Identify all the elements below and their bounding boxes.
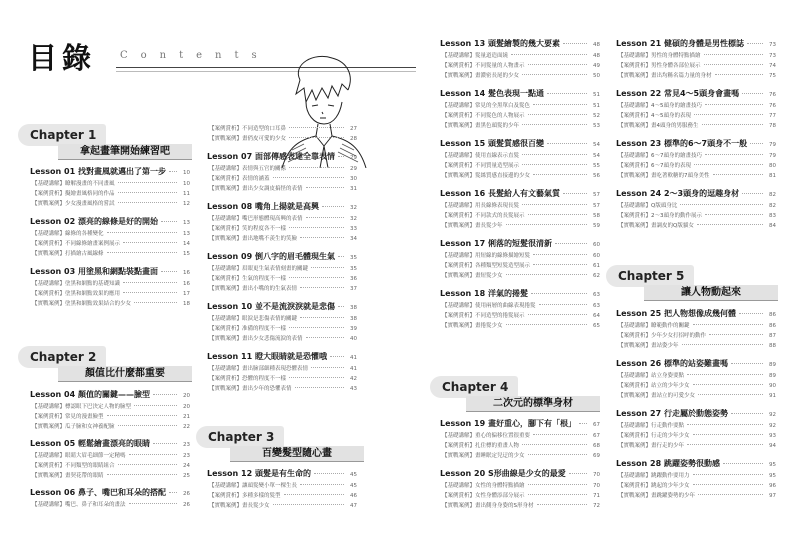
toc-column-3 — [440, 38, 600, 331]
sub-entry[interactable]: 【基礎講解】站立身姿要點 89 — [618, 373, 776, 379]
sub-entry[interactable]: 【基礎講解】眼淚是悲傷表情的關鍵 38 — [209, 316, 357, 322]
lesson-title-row[interactable]: Lesson 14 髮色表現一點通 51 — [440, 89, 600, 98]
chapter-4-heading — [430, 376, 600, 416]
sub-entry[interactable]: 【基礎講解】線條的各種變化 13 — [32, 231, 190, 237]
sub-entry[interactable]: 【實戰案例】畫吃著軟糖的7頭身美性 81 — [618, 173, 776, 179]
lesson-23 — [616, 138, 776, 181]
lesson-17 — [440, 238, 600, 281]
lesson-title-row[interactable]: Lesson 09 倒八字的眉毛體現生氣 35 — [207, 252, 357, 261]
sub-entry[interactable]: 【實戰案例】畫出少女悲傷流淚的表情 40 — [209, 336, 357, 342]
sub-entry[interactable]: 【實戰案例】畫出地嘴不羨生的笑臉 34 — [209, 236, 357, 242]
lesson-10 — [207, 301, 357, 344]
lesson-title-row[interactable]: Lesson 06 鼻子、嘴巴和耳朵的搭配 26 — [30, 488, 190, 497]
lesson-title-row[interactable]: Lesson 19 畫好重心，腳下有「根」 67 — [440, 419, 600, 428]
sub-entry[interactable]: 【基礎講解】女性的身體特點描繪 70 — [442, 483, 600, 489]
lesson-11 — [207, 351, 357, 394]
sub-entry[interactable]: 【基礎講解】畫出臉部細種表現恐懼表情 41 — [209, 366, 357, 372]
lesson-title-row[interactable]: Lesson 13 頭髮繪製的幾大要素 48 — [440, 39, 600, 48]
chapter-5-title: 讓人物動起來 — [644, 285, 778, 300]
sub-entry[interactable]: 【基礎講解】嘴巴、鼻子和耳朵的畫法 26 — [32, 502, 190, 508]
lesson-06 — [30, 487, 190, 510]
sub-entry[interactable]: 【案例賞析】站立的少年少女 90 — [618, 383, 776, 389]
sub-entry[interactable]: 【實戰案例】打描繪古風線條 15 — [32, 251, 190, 257]
sub-entry[interactable]: 【實戰案例】畫站姿少年 88 — [618, 343, 776, 349]
sub-entry[interactable]: 【基礎講解】重心的偏移位置很重要 67 — [442, 433, 600, 439]
sub-entry[interactable]: 【基礎講解】眼睛大眉毛細節一定精嗎 23 — [32, 453, 190, 459]
sub-entry[interactable]: 【案例賞析】擬繪畫風格同的作品 11 — [32, 191, 190, 197]
chapter-3-heading — [196, 426, 364, 466]
lesson-24 — [616, 188, 776, 231]
chapter-3-title: 百變髮型隨心畫 — [230, 446, 364, 461]
sub-entry[interactable]: 【實戰案例】畫出側身身姿的S形身材 72 — [442, 503, 600, 509]
sub-entry[interactable]: 【實戰案例】畫長髮少年 59 — [442, 223, 600, 229]
sub-entry[interactable]: 【案例賞析】不同類型的眼睛組合 24 — [32, 463, 190, 469]
chapter-5-heading — [606, 265, 778, 305]
lesson-05 — [30, 438, 190, 481]
lesson-27 — [616, 408, 776, 451]
page-title: 目錄 — [28, 41, 97, 75]
sub-entry[interactable]: 【實戰案例】畫出少女調皮搞怪的表情 31 — [209, 186, 357, 192]
sub-entry[interactable]: 【基礎講解】6～7頭身的繪畫技巧 79 — [618, 153, 776, 159]
lesson-28 — [616, 458, 776, 501]
lesson-title-row[interactable]: Lesson 27 行走屬於動態姿勢 92 — [616, 409, 776, 418]
lesson-title-row[interactable]: Lesson 12 頭髮是有生命的 45 — [207, 469, 357, 478]
sub-entry[interactable]: 【案例賞析】不同款式的長髮展示 58 — [442, 213, 600, 219]
sub-entry[interactable]: 【基礎講解】跳躍動作要用力 95 — [618, 473, 776, 479]
sub-entry[interactable]: 【實戰案例】畫出小嘴的的生氣表情 37 — [209, 286, 357, 292]
sub-entry[interactable]: 【案例賞析】4～5頭身的表現 77 — [618, 113, 776, 119]
sub-entry[interactable]: 【案例賞析】少年少女打招呼的動作 87 — [618, 333, 776, 339]
sub-entry[interactable]: 【基礎講解】瞭範動作的關鍵 86 — [618, 323, 776, 329]
sub-entry[interactable]: 【案例賞析】塗黑和網點效果的應用 17 — [32, 291, 190, 297]
sub-entry[interactable]: 【案例賞析】男性身體各部位展示 74 — [618, 63, 776, 69]
sub-entry[interactable]: 【案例賞析】生氣的程度不一樣 36 — [209, 276, 357, 282]
sub-entry[interactable]: 【基礎講解】使用直線表示直髮 54 — [442, 153, 600, 159]
sub-entry[interactable]: 【案例賞析】扎住標的重畫人物 68 — [442, 443, 600, 449]
sub-entry[interactable]: 【案例賞析】跳起的少年少女 96 — [618, 483, 776, 489]
sub-entry[interactable]: 【實戰案例】畫跳躍姿勢的少年 97 — [618, 493, 776, 499]
sub-entry[interactable]: 【基礎講解】用長線條表現長髮 57 — [442, 203, 600, 209]
sub-entry[interactable]: 【案例賞析】表情的涵蓋 30 — [209, 176, 357, 182]
sub-entry[interactable]: 【基礎講解】眉眼更生氣表情刻畫的關鍵 35 — [209, 266, 357, 272]
lesson-title-row[interactable]: Lesson 04 顏值的關鍵——臉型 20 — [30, 390, 190, 399]
sub-entry[interactable]: 【案例賞析】不同髮量的人物畫示 49 — [442, 63, 600, 69]
sub-entry[interactable]: 【基礎講解】瞭解漫畫的不同畫風 10 — [32, 181, 190, 187]
lesson-title-row[interactable]: Lesson 18 洋氣的捲髮 63 — [440, 289, 600, 298]
lesson-title-row[interactable]: Lesson 11 瞪大眼睛就是恐懼哦 41 — [207, 352, 357, 361]
lesson-18 — [440, 288, 600, 331]
sub-entry[interactable]: 【案例賞析】准備的程度不一樣 39 — [209, 326, 357, 332]
lesson-04 — [30, 389, 190, 432]
sub-entry[interactable]: 【案例賞析】不同造型的捲髮展示 64 — [442, 313, 600, 319]
sub-entry[interactable]: 【實戰案例】瓜子臉和女神養配臉 22 — [32, 424, 190, 430]
sub-entry[interactable]: 【實戰案例】畫出少年的恐懼表情 43 — [209, 386, 357, 392]
lesson-title-row[interactable]: Lesson 01 找對畫風就邁出了第一步 10 — [30, 167, 190, 176]
lesson-title-row[interactable]: Lesson 10 並不是流淚淚就是悲傷 38 — [207, 302, 357, 311]
lesson-title-row[interactable]: Lesson 05 輕鬆繪畫漂亮的眼睛 23 — [30, 439, 190, 448]
sub-entry[interactable]: 【基礎講解】讓頭髮變小單一棵生長 45 — [209, 483, 357, 489]
toc-column-2 — [207, 124, 357, 394]
lesson-20 — [440, 468, 600, 511]
sub-entry[interactable]: 【實戰案例】畫睡眠定兒迂的少女 69 — [442, 453, 600, 459]
lesson-22 — [616, 88, 776, 131]
sub-entry[interactable]: 【實戰案例】畫4頭身的男服務生 78 — [618, 123, 776, 129]
chapter-2-heading — [18, 346, 192, 386]
sub-entry[interactable]: 【基礎講解】4～5頭身的繪畫技巧 76 — [618, 103, 776, 109]
lesson-15 — [440, 138, 600, 181]
sub-entry[interactable]: 【案例賞析】女性身體添部分展示 71 — [442, 493, 600, 499]
sub-entry[interactable]: 【案例賞析】2～3頭身的動作展示 83 — [618, 213, 776, 219]
sub-entry[interactable]: 【案例賞析】不同髮色的人物展示 52 — [442, 113, 600, 119]
sub-entry[interactable]: 【實戰案例】畫短髮少女 62 — [442, 273, 600, 279]
sub-entry[interactable]: 【實戰案例】畫站立的可愛少女 91 — [618, 393, 776, 399]
sub-entry[interactable]: 【實戰案例】畫出均稱名篇力量的身材 75 — [618, 73, 776, 79]
sub-entry[interactable]: 【基礎講解】行走動作要點 92 — [618, 423, 776, 429]
lesson-25 — [616, 308, 776, 351]
lesson-08 — [207, 201, 357, 244]
lesson-13 — [440, 38, 600, 81]
sub-entry[interactable]: 【實戰案例】髮絲質感直接邊的少女 56 — [442, 173, 600, 179]
lesson-title-row[interactable]: Lesson 17 俐落的短髮很清新 60 — [440, 239, 600, 248]
lesson-26 — [616, 358, 776, 401]
sub-entry[interactable]: 【實戰案例】畫行走的少年 94 — [618, 443, 776, 449]
lesson-title-row[interactable]: Lesson 28 跳躍姿勢很動感 95 — [616, 459, 776, 468]
sub-entry[interactable]: 【基礎講解】常見的全黑單白及髮色 51 — [442, 103, 600, 109]
sub-entry[interactable]: 【實戰案例】少女漫畫風格的嘗試 12 — [32, 201, 190, 207]
sub-entry[interactable]: 【案例賞析】笑的程度各不一樣 33 — [209, 226, 357, 232]
sub-entry[interactable]: 【案例賞析】不同造型的口耳鼻 27 — [209, 126, 357, 132]
lesson-21 — [616, 38, 776, 81]
sub-entry[interactable]: 【案例賞析】6～7頭身的表現 80 — [618, 163, 776, 169]
sub-entry[interactable]: 【基礎講解】表情與五官的關係 29 — [209, 166, 357, 172]
page-subtitle: Contents — [120, 50, 270, 61]
lesson-title-row[interactable]: Lesson 07 面部傳感表達全靠表情 29 — [207, 152, 357, 161]
toc-column-1-upper — [30, 166, 190, 309]
sub-entry[interactable]: 【實戰案例】畫調皮的Q版貓女 84 — [618, 223, 776, 229]
sub-entry[interactable]: 【案例賞析】恐懼的程度不一樣 42 — [209, 376, 357, 382]
sub-entry[interactable]: 【案例賞析】常見的漫畫臉型 21 — [32, 414, 190, 420]
lesson-06-continued — [207, 124, 357, 144]
sub-entry[interactable]: 【案例賞析】各種類型短髮造型展示 61 — [442, 263, 600, 269]
lesson-title-row[interactable]: Lesson 21 健碩的身體是男性標誌 73 — [616, 39, 776, 48]
lesson-title-row[interactable]: Lesson 02 漂亮的線條是好的開始 13 — [30, 217, 190, 226]
chapter-5-tab: Chapter 5 — [606, 265, 694, 287]
sub-entry[interactable]: 【實戰案例】畫濃密長尾的少女 50 — [442, 73, 600, 79]
lesson-14 — [440, 88, 600, 131]
chapter-1-heading — [18, 124, 192, 164]
lesson-title-row[interactable]: Lesson 22 常見4～5頭身會畫嗎 76 — [616, 89, 776, 98]
sub-entry[interactable]: 【案例賞析】不同線條繪畫案例展示 14 — [32, 241, 190, 247]
sub-entry[interactable]: 【基礎講解】嘴巴形態體現高興的表情 32 — [209, 216, 357, 222]
lesson-02 — [30, 216, 190, 259]
sub-entry[interactable]: 【實戰案例】畫契花帶的眼睛 25 — [32, 473, 190, 479]
lesson-title-row[interactable]: Lesson 26 標準的站姿難畫嗎 89 — [616, 359, 776, 368]
lesson-03 — [30, 266, 190, 309]
lesson-19 — [440, 418, 600, 461]
lesson-title-row[interactable]: Lesson 23 標準的6～7頭身不一般 79 — [616, 139, 776, 148]
lesson-title-row[interactable]: Lesson 16 長髮給人有文藝氣質 57 — [440, 189, 600, 198]
lesson-title-row[interactable]: Lesson 15 頭髮質感很百變 54 — [440, 139, 600, 148]
lesson-09 — [207, 251, 357, 294]
chapter-2-title: 顏值比什麼都重要 — [58, 366, 192, 381]
chapter-4-tab: Chapter 4 — [430, 376, 518, 398]
sub-entry[interactable]: 【基礎講解】塗黑和網點的基礎知識 16 — [32, 281, 190, 287]
sub-entry[interactable]: 【案例賞析】行走的少年少女 93 — [618, 433, 776, 439]
sub-entry[interactable]: 【實戰案例】畫黑色頭髮的少年 53 — [442, 123, 600, 129]
lesson-title-row[interactable]: Lesson 24 2～3頭身的逗趣身材 82 — [616, 189, 776, 198]
lesson-title-row[interactable]: Lesson 20 S形曲線是少女的最愛 70 — [440, 469, 600, 478]
lesson-07 — [207, 151, 357, 194]
sub-entry[interactable]: 【基礎講解】用短線的線條描繪短髮 60 — [442, 253, 600, 259]
toc-column-4 — [616, 38, 776, 231]
sub-entry[interactable]: 【基礎講解】Q版頭身比 82 — [618, 203, 776, 209]
toc-column-3-lower — [440, 418, 600, 511]
toc-column-1-lower — [30, 389, 190, 510]
sub-entry[interactable]: 【實戰案例】塗黑和網點效果結合的少女 18 — [32, 301, 190, 307]
sub-entry[interactable]: 【基礎講解】髮量道造面繞 48 — [442, 53, 600, 59]
sub-entry[interactable]: 【基礎講解】標認眼下巴決定人物的臉型 20 — [32, 404, 190, 410]
lesson-01 — [30, 166, 190, 209]
sub-entry[interactable]: 【實戰案例】畫長髮少女 47 — [209, 503, 357, 509]
toc-column-4-lower — [616, 308, 776, 501]
lesson-title-row[interactable]: Lesson 08 嘴角上揚就是高興 32 — [207, 202, 357, 211]
sub-entry[interactable]: 【案例賞析】多種多樣的髮型 46 — [209, 493, 357, 499]
chapter-2-tab: Chapter 2 — [18, 346, 106, 368]
sub-entry[interactable]: 【案例賞析】不同質量造型展示 55 — [442, 163, 600, 169]
sub-entry[interactable]: 【實戰案例】畫捲髮少女 65 — [442, 323, 600, 329]
lesson-title-row[interactable]: Lesson 25 把人物想像成幾何體 86 — [616, 309, 776, 318]
sub-entry[interactable]: 【基礎講解】使用兩層的曲線表現捲髮 63 — [442, 303, 600, 309]
lesson-12 — [207, 468, 357, 511]
sub-entry[interactable]: 【實戰案例】畫俏皮可愛的少女 28 — [209, 136, 357, 142]
chapter-1-title: 拿起畫筆開始練習吧 — [58, 144, 192, 159]
sub-entry[interactable]: 【基礎講解】男性的身體特點描繪 73 — [618, 53, 776, 59]
chapter-4-title: 二次元的標準身材 — [466, 396, 600, 411]
chapter-1-tab: Chapter 1 — [18, 124, 106, 146]
lesson-title-row[interactable]: Lesson 03 用塗黑和網點裝點畫面 16 — [30, 267, 190, 276]
lesson-16 — [440, 188, 600, 231]
toc-column-2-lower — [207, 468, 357, 511]
chapter-3-tab: Chapter 3 — [196, 426, 284, 448]
